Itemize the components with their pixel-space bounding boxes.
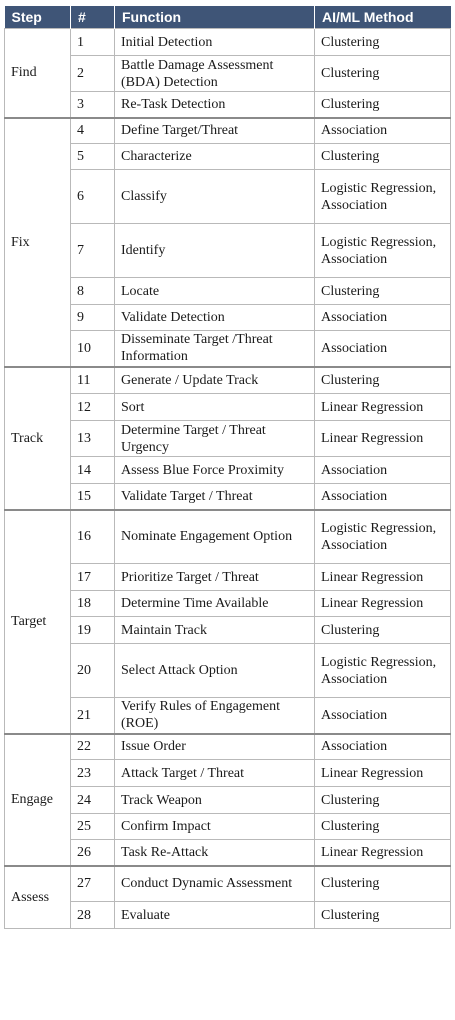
method-cell: Association bbox=[315, 457, 451, 484]
table-row bbox=[5, 29, 451, 56]
table-row bbox=[5, 591, 451, 617]
table-row bbox=[5, 367, 451, 394]
step-cell: Track bbox=[5, 367, 71, 510]
function-cell: Track Weapon bbox=[115, 787, 315, 814]
method-cell: Logistic Regression, Association bbox=[315, 510, 451, 564]
number-cell: 8 bbox=[71, 278, 115, 305]
table-row bbox=[5, 56, 451, 92]
number-cell: 22 bbox=[71, 734, 115, 760]
method-cell: Logistic Regression, Association bbox=[315, 644, 451, 698]
step-cell: Target bbox=[5, 510, 71, 734]
table-row bbox=[5, 840, 451, 866]
number-cell: 5 bbox=[71, 144, 115, 170]
method-cell: Logistic Regression, Association bbox=[315, 224, 451, 278]
number-cell: 28 bbox=[71, 902, 115, 929]
method-cell: Association bbox=[315, 331, 451, 367]
table-row bbox=[5, 564, 451, 591]
header-step: Step bbox=[5, 6, 71, 29]
method-cell: Clustering bbox=[315, 787, 451, 814]
table-row bbox=[5, 305, 451, 331]
number-cell: 19 bbox=[71, 617, 115, 644]
number-cell: 25 bbox=[71, 814, 115, 840]
table-row bbox=[5, 421, 451, 457]
function-cell: Verify Rules of Engagement (ROE) bbox=[115, 698, 315, 734]
table-row bbox=[5, 510, 451, 564]
function-cell: Validate Detection bbox=[115, 305, 315, 331]
number-cell: 15 bbox=[71, 484, 115, 510]
function-cell: Initial Detection bbox=[115, 29, 315, 56]
method-cell: Clustering bbox=[315, 56, 451, 92]
method-cell: Clustering bbox=[315, 902, 451, 929]
method-cell: Clustering bbox=[315, 617, 451, 644]
table-row bbox=[5, 617, 451, 644]
method-cell: Association bbox=[315, 734, 451, 760]
table-row bbox=[5, 644, 451, 698]
number-cell: 23 bbox=[71, 760, 115, 787]
method-cell: Clustering bbox=[315, 29, 451, 56]
step-cell: Engage bbox=[5, 734, 71, 866]
number-cell: 1 bbox=[71, 29, 115, 56]
kill-chain-table bbox=[4, 6, 451, 929]
function-cell: Assess Blue Force Proximity bbox=[115, 457, 315, 484]
method-cell: Linear Regression bbox=[315, 591, 451, 617]
function-cell: Characterize bbox=[115, 144, 315, 170]
table-row bbox=[5, 331, 451, 367]
table-row bbox=[5, 760, 451, 787]
number-cell: 13 bbox=[71, 421, 115, 457]
method-cell: Clustering bbox=[315, 278, 451, 305]
method-cell: Linear Regression bbox=[315, 760, 451, 787]
table-row bbox=[5, 457, 451, 484]
table-row bbox=[5, 224, 451, 278]
header-number: # bbox=[71, 6, 115, 29]
function-cell: Confirm Impact bbox=[115, 814, 315, 840]
function-cell: Task Re-Attack bbox=[115, 840, 315, 866]
step-cell: Find bbox=[5, 29, 71, 118]
function-cell: Define Target/Threat bbox=[115, 118, 315, 144]
number-cell: 4 bbox=[71, 118, 115, 144]
method-cell: Linear Regression bbox=[315, 564, 451, 591]
table-row bbox=[5, 278, 451, 305]
header-method: AI/ML Method bbox=[315, 6, 451, 29]
number-cell: 21 bbox=[71, 698, 115, 734]
function-cell: Determine Time Available bbox=[115, 591, 315, 617]
number-cell: 2 bbox=[71, 56, 115, 92]
function-cell: Conduct Dynamic Assessment bbox=[115, 866, 315, 902]
number-cell: 14 bbox=[71, 457, 115, 484]
header-function: Function bbox=[115, 6, 315, 29]
table-row bbox=[5, 698, 451, 734]
table-row bbox=[5, 92, 451, 118]
table-row bbox=[5, 734, 451, 760]
table-header bbox=[5, 6, 451, 29]
table-row bbox=[5, 866, 451, 902]
function-cell: Locate bbox=[115, 278, 315, 305]
table-row bbox=[5, 170, 451, 224]
method-cell: Association bbox=[315, 118, 451, 144]
table-row bbox=[5, 787, 451, 814]
table-body bbox=[5, 29, 451, 929]
function-cell: Determine Target / Threat Urgency bbox=[115, 421, 315, 457]
method-cell: Clustering bbox=[315, 367, 451, 394]
number-cell: 3 bbox=[71, 92, 115, 118]
number-cell: 18 bbox=[71, 591, 115, 617]
header-row bbox=[5, 6, 451, 29]
number-cell: 7 bbox=[71, 224, 115, 278]
number-cell: 9 bbox=[71, 305, 115, 331]
method-cell: Clustering bbox=[315, 866, 451, 902]
number-cell: 17 bbox=[71, 564, 115, 591]
function-cell: Select Attack Option bbox=[115, 644, 315, 698]
table-row bbox=[5, 814, 451, 840]
function-cell: Evaluate bbox=[115, 902, 315, 929]
number-cell: 6 bbox=[71, 170, 115, 224]
function-cell: Attack Target / Threat bbox=[115, 760, 315, 787]
function-cell: Issue Order bbox=[115, 734, 315, 760]
method-cell: Linear Regression bbox=[315, 421, 451, 457]
number-cell: 16 bbox=[71, 510, 115, 564]
number-cell: 20 bbox=[71, 644, 115, 698]
table-row bbox=[5, 394, 451, 421]
step-cell: Fix bbox=[5, 118, 71, 367]
method-cell: Association bbox=[315, 698, 451, 734]
function-cell: Maintain Track bbox=[115, 617, 315, 644]
method-cell: Linear Regression bbox=[315, 840, 451, 866]
method-cell: Clustering bbox=[315, 92, 451, 118]
function-cell: Battle Damage Assessment (BDA) Detection bbox=[115, 56, 315, 92]
method-cell: Logistic Regression, Association bbox=[315, 170, 451, 224]
function-cell: Prioritize Target / Threat bbox=[115, 564, 315, 591]
function-cell: Classify bbox=[115, 170, 315, 224]
number-cell: 10 bbox=[71, 331, 115, 367]
function-cell: Validate Target / Threat bbox=[115, 484, 315, 510]
function-cell: Sort bbox=[115, 394, 315, 421]
number-cell: 27 bbox=[71, 866, 115, 902]
number-cell: 12 bbox=[71, 394, 115, 421]
method-cell: Clustering bbox=[315, 144, 451, 170]
step-cell: Assess bbox=[5, 866, 71, 929]
function-cell: Re-Task Detection bbox=[115, 92, 315, 118]
table-row bbox=[5, 118, 451, 144]
method-cell: Association bbox=[315, 305, 451, 331]
function-cell: Nominate Engagement Option bbox=[115, 510, 315, 564]
number-cell: 11 bbox=[71, 367, 115, 394]
function-cell: Identify bbox=[115, 224, 315, 278]
method-cell: Association bbox=[315, 484, 451, 510]
function-cell: Generate / Update Track bbox=[115, 367, 315, 394]
function-cell: Disseminate Target /Threat Information bbox=[115, 331, 315, 367]
method-cell: Linear Regression bbox=[315, 394, 451, 421]
number-cell: 26 bbox=[71, 840, 115, 866]
table-row bbox=[5, 144, 451, 170]
table-row bbox=[5, 484, 451, 510]
method-cell: Clustering bbox=[315, 814, 451, 840]
table-row bbox=[5, 902, 451, 929]
number-cell: 24 bbox=[71, 787, 115, 814]
